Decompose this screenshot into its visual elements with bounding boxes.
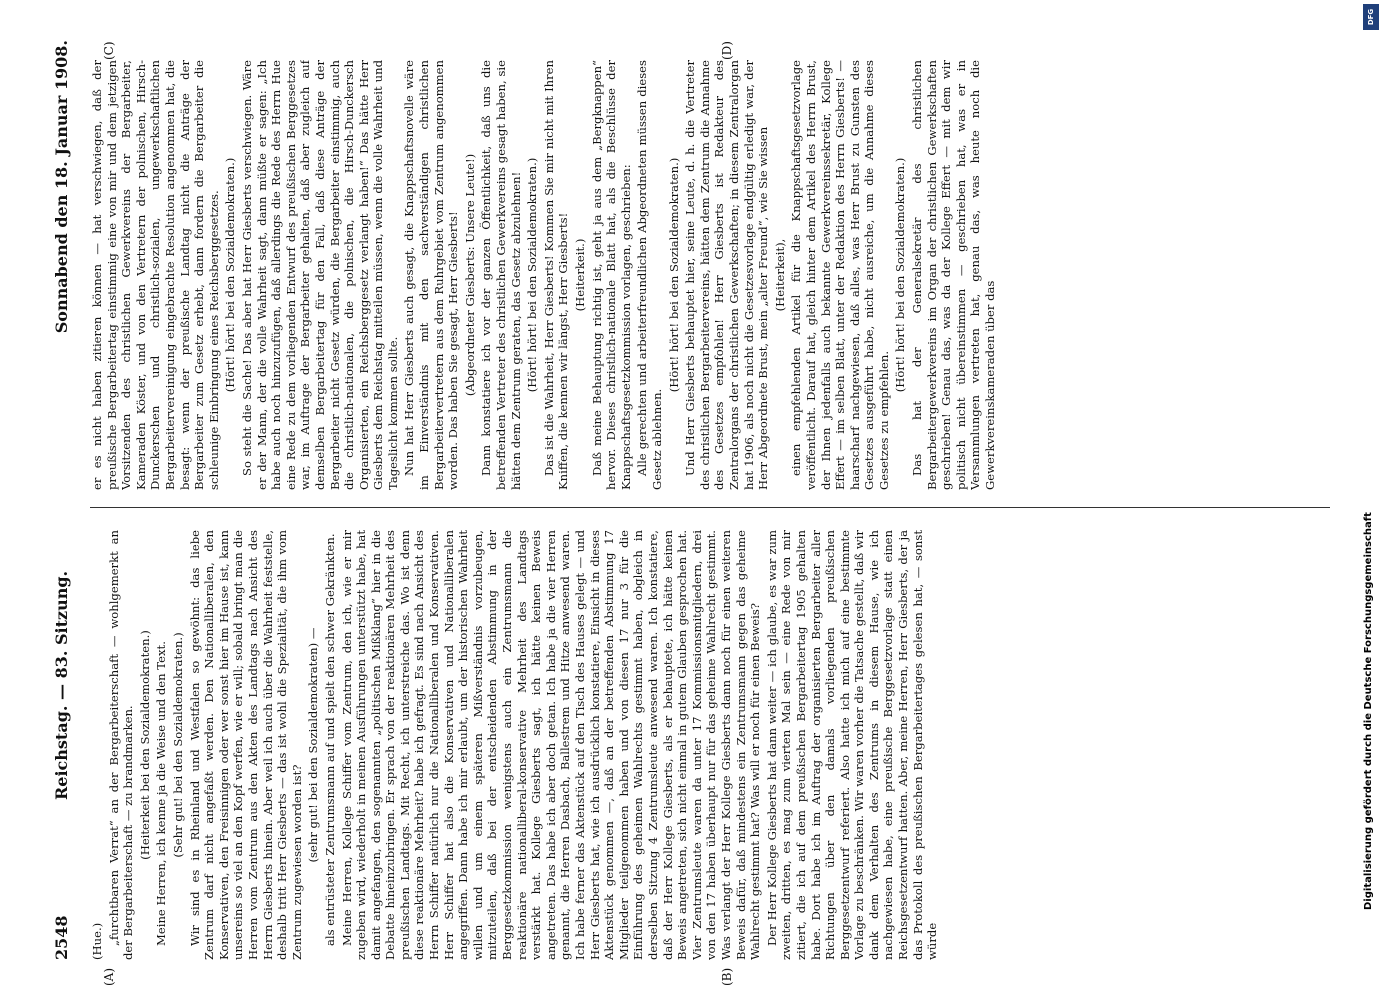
interjection: (sehr gut! bei den Sozialdemokraten) — [306,627,321,863]
paragraph: So steht die Sache! Das aber hat Herr Giesberts verschwiegen. Wäre er der Mann, der die volle Wahrheit sagt, dann müßte er sagen: „Ich habe auch noch hinzuzufügen, daß allerdings die Rede des Herrn Hue eine Rede zu dem vorliegenden Entwurf des preußischen Berggesetzes war, im Auftrage der Bergarbeiter gehalten, daß aber zugleich auf demselben Bergarbeitertag für den Fall, daß diese Anträge der Bergarbeiter nicht Gesetz würden, die Bergarbeiter einstimmig, auch die christlich-nationalen, die polnischen, die Hirsch-Dunckersch Organisierten, ein Reichsberggesetz verlangt haben!“ Das hätte Herr Giesberts dem Reichstag mitteilen müssen, wenn die volle Wahrheit und Tageslicht kommen sollte. [239,60,400,490]
paragraph: Wir sind es in Rheinland und Westfalen so gewöhnt: das liebe Zentrum darf nicht angefaßt werden. Den Nationalliberalen, den Konservativen, den Freisinnigen oder wer sonst hier im Hause ist, kann unsereins so viel an den Kopf werfen, wie er will; sobald bringt man die Herren vom Zentrum aus den Akten des Landtags nach Ansicht des Herrn Giesberts hinein. Aber weil ich auch über die Wahrheit feststelle, deshalb tritt Herr Giesberts — das ist wohl die Spezialität, die ihm vom Zentrum zugewiesen worden ist? [187,530,304,960]
page-header [40,40,80,960]
paragraph: Meine Herren, ich kenne ja die Weise und den Text. [154,641,169,946]
right-column [90,60,1340,490]
paragraph: Meine Herren, Kollege Schiffer vom Zentrum, den ich, wie er mir zugeben wird, wiederholt in meinen Ausführungen unterstützt habe, hat damit angefangen, den sogenannten „politischen Mißklang“ hier in die Debatte hineinzubringen. Er sprach von der reaktionären Mehrheit des preußischen Landtags. Mit Recht, ich unterstreiche das. Wo ist denn diese reaktionäre Mehrheit? habe ich gefragt. Es sind nach Ansicht des Herrn Schiffer natürlich nur die Nationalliberalen und Konservativen. Herr Schiffer hat also die Konservativen und Nationalliberalen angegriffen. Dann habe ich mir erlaubt, um der historischen Wahrheit willen und um einem späteren Mißverständnis vorzubeugen, mitzuteilen, daß bei der entscheidenden Abstimmung in der Berggesetzkommission wenigstens auch ein Zentrumsmann die reaktionäre nationalliberal-konservative Mehrheit des Landtags verstärkt hat. Kollege Giesberts sagt, ich hätte keinen Beweis angetreten. Das habe ich aber doch getan. Ich habe ja die vier Herren genannt, die Herren Dasbach, Ballestrem und Hitze anwesend waren. Ich habe ferner das Aktenstück auf den Tisch des Hauses gelegt — und Herr Giesberts hat, wie ich ausdrücklich konstatiere, Einsicht in dieses Aktenstück genommen —, daß an der betreffenden Abstimmung 17 Mitglieder teilgenommen haben und von diesen 17 nur 3 für die Einführung des geheimen Wahlrechts gestimmt haben, obgleich in derselben Sitzung 4 Zentrumsleute anwesend waren. Ich konstatiere, daß der Herr Kollege Giesberts, als er behauptete, ich hätte keinen Beweis angetreten, sich nicht einmal in gutem Glauben gesprochen hat. Vier Zentrumsleute waren da unter 17 Kommissionsmitgliedern, drei von den 17 haben überhaupt nur für das geheime Wahlrecht gestimmt. Was verlangt der Herr Kollege Giesberts dann noch für einen weiteren Beweis dafür, daß mindestens ein Zentrumsmann gegen das geheime Wahlrecht gestimmt hat? Was will er noch für einen Beweis? [339,530,763,960]
page-number: 2548 [52,915,71,960]
interjection: (Heiterkeit bei den Sozialdemokraten.) [137,630,152,860]
paragraph: Nun hat Herr Giesberts auch gesagt, die Knappschaftsnovelle wäre im Einverständnis mit den sachverständigen christlichen Bergarbeitervertretern aus dem Ruhrgebiet vom Zentrum angenommen worden. Das haben Sie gesagt, Herr Giesberts! [402,60,461,490]
paragraph: Und Herr Giesberts behauptet hier, seine Leute, d. h. die Vertreter des christlichen Bergarbeitervereins, hätten dem Zentrum die Annahme des Gesetzes empfohlen! Herr Giesberts ist Redakteur des Zentralorgans der christlichen Gewerkschaften; in diesem Zentralorgan hat 1906, als noch nicht die Gesetzesvorlage endgültig erledigt war, der Herr Abgeordnete Brust, mein „alter Freund“, wie Sie wissen [683,60,771,490]
interjection: (Hört! hört! bei den Sozialdemokraten.) [525,157,540,393]
interjection: (Hört! hört! bei den Sozialdemokraten.) [893,157,908,393]
paragraph: Das hat der Generalsekretär des christlichen Bergarbeitergewerkvereins im Organ der christlichen Gewerkschaften geschrieben! Genau das, was da der Kollege Effert — mit dem wir politisch nicht übereinstimmen — geschrieben hat, was er in Versammlungen vertreten hat, genau das, was heute noch die Gewerkvereinskameraden über das [910,60,998,490]
interjection: (Hört! hört! bei den Sozialdemokraten.) [666,157,681,393]
digitization-text: Digitalisierung gefördert durch die Deutsche Forschungsgemeinschaft [1363,512,1374,910]
paragraph: Daß meine Behauptung richtig ist, geht ja aus dem „Bergknappen“ hervor. Dieses christlich-nationale Blatt hat, als die Beschlüsse der Knappschaftsgesetzkommission vorlagen, geschrieben: [589,60,633,490]
paragraph: er es nicht haben zitieren können — hat verschwiegen, daß der preußische Bergarbeitertag einstimmig eine von mir und dem jetzigen Vorsitzenden des christlichen Gewerkvereins der Bergarbeiter, Kameraden Köster, und von den Vertretern der polnischen, Hirsch-Dunckerschen und christlich-sozialen, ungewerkschaftlichen Bergarbeitervereinigung eingebrachte Resolution angenommen hat, die besagt: wenn der preußische Landtag nicht die Anträge der Bergarbeiter zum Gesetz erhebt, dann fordern die Bergarbeiter die schleunige Einbringung eines Reichsberggesetzes. [90,60,221,490]
document-page [40,40,1350,986]
paragraph: (Hue.) [90,922,104,960]
dfg-logo [1363,4,1379,30]
session-title: Reichstag. — 83. Sitzung. [52,570,71,800]
margin-mark-d: (D) [720,41,734,60]
interjection: (Hört! hört! bei den Sozialdemokraten.) [223,157,238,393]
column-divider [90,507,1330,508]
paragraph: als entrüsteter Zentrumsmann auf und spielt den schwer Gekränkten. [322,533,337,946]
paragraph: „furchtbaren Verrat“ an der Bergarbeiterschaft — wohlgemerkt an der Bergarbeiterschaft — zu brandmarken. [106,530,136,960]
margin-mark-c: (C) [102,41,116,60]
margin-mark-b: (B) [720,967,734,986]
interjection: (Abgeordneter Giesberts: Unsere Leute!) [462,153,477,397]
dfg-logo-text: DFG [1367,8,1375,26]
paragraph: Alle gerechten und arbeiterfreundlichen Abgeordneten müssen dieses Gesetz ablehnen. [635,60,664,490]
paragraph: Das ist die Wahrheit, Herr Giesberts! Kommen Sie mir nicht mit Ihren Kniffen, die kennen wir längst, Herr Giesberts! [541,60,571,490]
margin-mark-a: (A) [102,967,116,986]
interjection: (Heiterkeit), [772,238,787,312]
paragraph: einen empfehlenden Artikel für die Knappschaftsgesetzvorlage veröffentlicht. Darauf hat, gleich hinter dem Artikel des Herrn Brust, der Ihnen jedenfalls auch bekannte Gewerkvereinssekretär, Kollege Effert — im selben Blatt, unter der Redaktion des Herrn Giesberts! — haarscharf nachgewiesen, daß alles, was Herr Brust zu Gunsten des Gesetzes ausgeführt habe, nicht ausreiche, um die Annahme dieses Gesetzes zu empfehlen. [789,60,891,490]
left-column [90,530,1340,960]
paragraph: Der Herr Kollege Giesberts hat dann weiter — ich glaube, es war zum zweiten, dritten, es mag zum vierten Mal sein — eine Rede von mir zitiert, die ich auf dem preußischen Bergarbeitertag 1905 gehalten habe. Dort habe ich im Auftrag der organisierten Bergarbeiter aller Richtungen über den damals vorliegenden preußischen Berggesetzentwurf referiert. Also hatte ich mich auf eine bestimmte Vorlage zu beschränken. Wir waren vorher die Tatsache gestellt, daß wir dank dem Verhalten des Zentrums in diesem Hause, wie ich nachgewiesen habe, eine preußische Berggesetzvorlage statt einen Reichsgesetzentwurf hatten. Aber, meine Herren, Herr Giesberts, der ja das Protokoll des preußischen Bergarbeitertages gelesen hat, — sonst würde [764,530,940,960]
paragraph: Dann konstatiere ich vor der ganzen Öffentlichkeit, daß uns die betreffenden Vertreter des christlichen Gewerkvereins gesagt haben, sie hätten dem Zentrum geraten, das Gesetz abzulehnen! [479,60,523,490]
session-date: Sonnabend den 18. Januar 1908. [52,40,71,334]
interjection: (Sehr gut! bei den Sozialdemokraten.) [170,632,185,858]
digitization-credit [1363,10,1377,910]
interjection: (Heiterkeit.) [573,238,587,312]
